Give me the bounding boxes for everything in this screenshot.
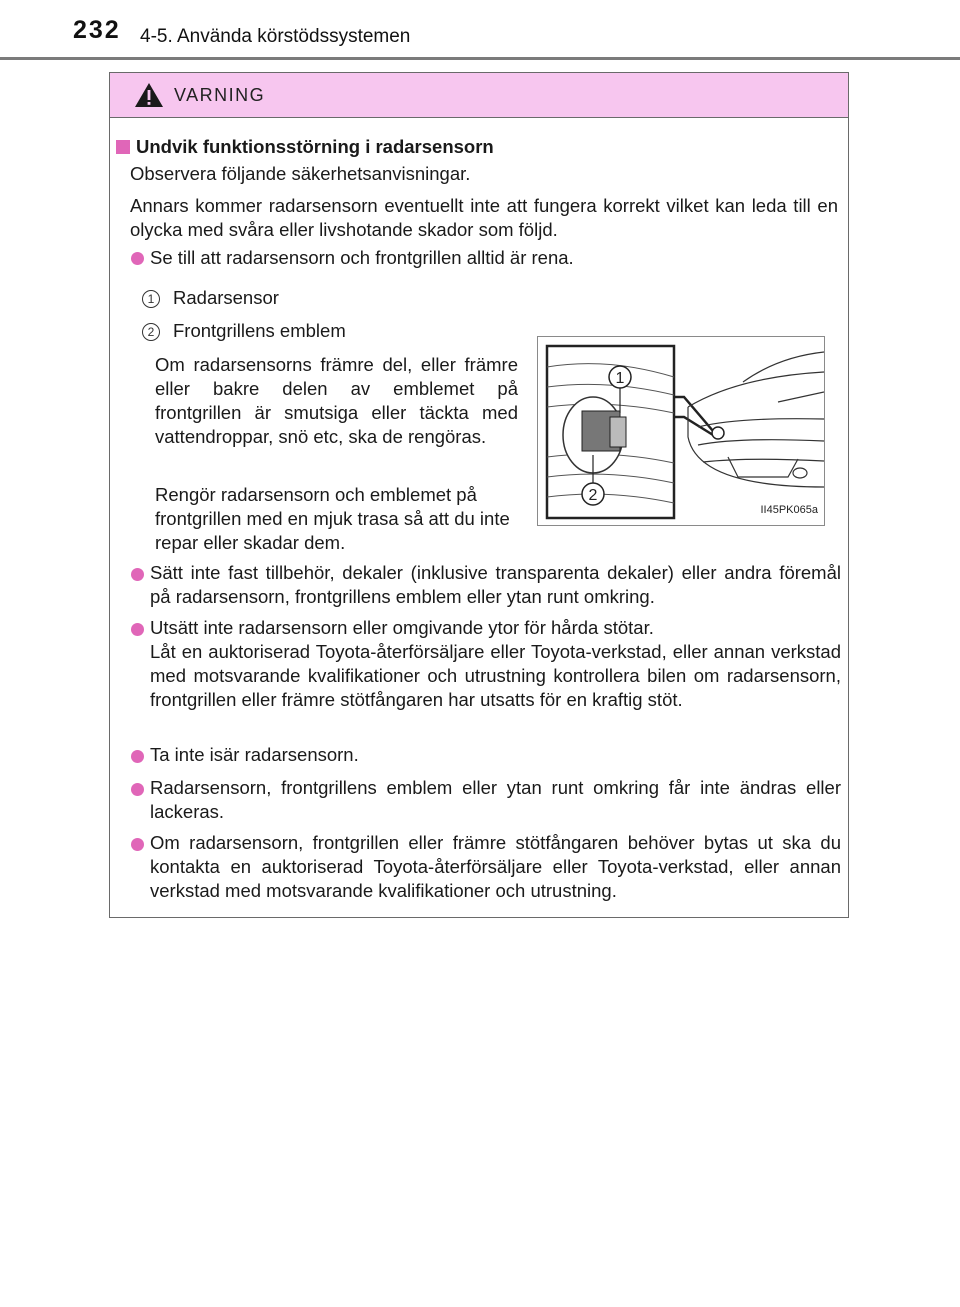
legend-radarsensor: Radarsensor: [173, 287, 279, 308]
bullet-replace: Om radarsensorn, frontgrillen eller främre stötfångaren behöver bytas ut ska du kontakta en auktoriserad Toyota-återförsäljare eller Toyota-verkstad, eller annan verkstad med motsvarande kvalifikationer och utrustning.: [150, 832, 841, 901]
warning-heading: Undvik funktionsstörning i radarsensorn: [116, 135, 494, 159]
intro-text: Observera följande säkerhetsanvisningar.: [130, 163, 471, 184]
figure-callout-2: 2: [588, 487, 598, 504]
otherwise-text: Annars kommer radarsensorn eventuellt inte att fungera korrekt vilket kan leda till en olycka med svåra eller livshotande skador som följd.: [130, 195, 838, 240]
warning-box: [109, 72, 849, 918]
bullet-accessories: Sätt inte fast tillbehör, dekaler (inklusive transparenta dekaler) eller andra föremål på radarsensorn, frontgrillens emblem eller ytan runt omkring.: [150, 562, 841, 607]
bullet-disassemble: Ta inte isär radarsensorn.: [150, 744, 359, 765]
bullet-dot-icon: [131, 783, 144, 796]
para-dirty: Om radarsensorns främre del, eller främre eller bakre delen av emblemet på frontgrillen är smutsiga eller täckta med vattendroppar, snö etc, ska de rengöras.: [155, 354, 518, 447]
car-front-illustration: [538, 337, 824, 525]
square-bullet-icon: [116, 140, 130, 154]
warning-triangle-icon: [134, 82, 164, 108]
bullet-impact: Utsätt inte radarsensorn eller omgivande ytor för hårda stötar.: [150, 617, 654, 638]
radar-sensor-figure: [537, 336, 825, 526]
bullet-dot-icon: [131, 252, 144, 265]
bullet-clean: Se till att radarsensorn och frontgrillen alltid är rena.: [150, 247, 574, 268]
legend-emblem: Frontgrillens emblem: [173, 320, 346, 341]
bullet-dot-icon: [131, 750, 144, 763]
legend-number-2: 2: [142, 323, 160, 341]
section-title: 4-5. Använda körstödssystemen: [140, 26, 411, 47]
page-number: 232: [73, 16, 121, 44]
para-wipe: Rengör radarsensorn och emblemet på frontgrillen med en mjuk trasa så att du inte repar eller skadar dem.: [155, 484, 510, 553]
legend-number-1: 1: [142, 290, 160, 308]
header-rule: [0, 57, 960, 60]
figure-callout-1: 1: [615, 370, 625, 387]
figure-code: II45PK065a: [760, 504, 818, 516]
bullet-dot-icon: [131, 623, 144, 636]
bullet-dot-icon: [131, 838, 144, 851]
warning-label: VARNING: [174, 84, 266, 105]
bullet-modify: Radarsensorn, frontgrillens emblem eller ytan runt omkring får inte ändras eller lackeras.: [150, 777, 841, 822]
bullet-dot-icon: [131, 568, 144, 581]
bullet-impact-detail: Låt en auktoriserad Toyota-återförsäljare eller Toyota-verkstad, eller annan verkstad med motsvarande kvalifikationer och utrustning kontrollera bilen om radarsensorn, frontgrillen eller främre stötfångaren har utsatts för en kraftig stöt.: [150, 641, 841, 710]
warning-header: [110, 73, 848, 118]
